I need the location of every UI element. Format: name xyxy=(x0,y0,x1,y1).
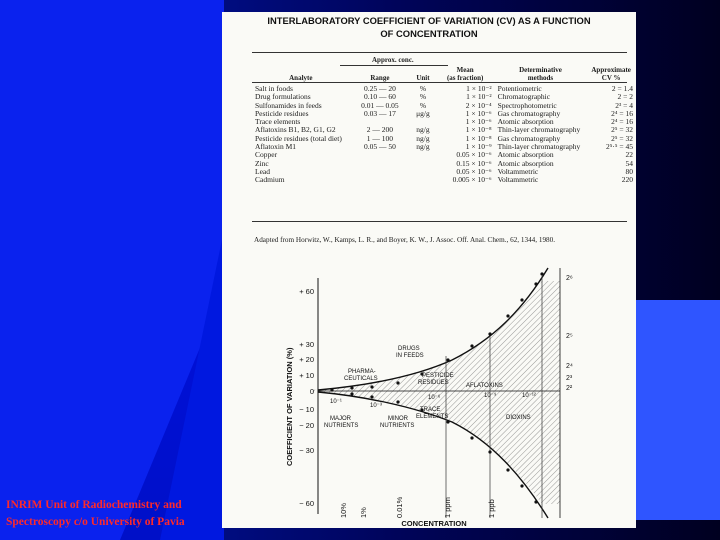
right-tick-2-2: 2² xyxy=(566,385,573,392)
x-tick-001pct: 0.01% xyxy=(395,496,404,518)
cell-range xyxy=(350,168,411,176)
anno-trace-2: ELEMENTS xyxy=(416,414,449,420)
y-tick-group xyxy=(299,287,314,508)
cell-range xyxy=(350,151,411,159)
cell-cv: 80 xyxy=(625,166,633,176)
right-tick-2-3: 2³ xyxy=(566,375,573,382)
cell-method: Gas chromatography xyxy=(497,133,561,143)
cv-funnel-chart xyxy=(222,256,636,528)
table-row xyxy=(252,110,636,118)
anno-drugs-2: IN FEEDS xyxy=(396,353,424,359)
anno-pow-12: 10⁻¹² xyxy=(522,393,536,399)
chart-point xyxy=(506,468,509,471)
cell-mean: 1 × 10⁻⁶ xyxy=(465,108,492,118)
cell-mean: 1 × 10⁻⁸ xyxy=(465,125,492,135)
right-tick-group xyxy=(566,275,573,392)
header-mean xyxy=(436,54,495,82)
cell-method: Potentiometric xyxy=(497,84,542,93)
anno-minor-1: MINOR xyxy=(388,416,408,422)
chart-point xyxy=(470,344,473,347)
anno-dioxins: DIOXINS xyxy=(506,415,531,421)
cell-unit xyxy=(410,168,436,176)
x-tick-1pct: 1% xyxy=(359,507,368,518)
y-tick-30: + 30 xyxy=(299,340,314,349)
cell-method: Thin-layer chromatography xyxy=(497,142,581,152)
header-cv-line2: CV % xyxy=(601,74,621,82)
chart-point xyxy=(488,450,491,453)
chart-point xyxy=(534,282,537,285)
anno-pow-9: 10⁻⁹ xyxy=(484,393,497,399)
chart-point xyxy=(446,358,449,361)
cv-table xyxy=(252,54,636,185)
anno-pharma-2: CEUTICALS xyxy=(344,376,378,382)
y-tick-60: + 60 xyxy=(299,287,314,296)
anno-pesticide-2: RESIDUES xyxy=(418,380,449,386)
cell-analyte: Salt in foods xyxy=(255,84,293,93)
cell-cv: 2 = 2 xyxy=(617,92,633,102)
y-tick-neg20: − 20 xyxy=(299,421,314,430)
y-tick-neg10: − 10 xyxy=(299,405,314,414)
cell-analyte: Pesticide residues (total diet) xyxy=(255,133,342,143)
chart-point xyxy=(506,314,509,317)
cell-cv: 220 xyxy=(621,175,633,185)
cell-unit xyxy=(410,160,436,168)
table-row xyxy=(252,151,636,159)
header-cv-line1: Approximate xyxy=(591,66,631,74)
anno-major-1: MAJOR xyxy=(330,416,351,422)
header-methods xyxy=(495,54,587,82)
table-bottom-rule xyxy=(252,221,627,222)
chart-point xyxy=(520,484,523,487)
chart-point xyxy=(396,381,399,384)
cell-method: Atomic absorption xyxy=(497,150,554,160)
cell-cv: 2⁴ = 16 xyxy=(611,117,633,127)
cell-unit: ng/g xyxy=(416,142,430,152)
cell-mean: 0.15 × 10⁻⁶ xyxy=(456,158,492,168)
header-cv xyxy=(586,54,636,82)
header-methods-line1: Determinative xyxy=(519,66,562,74)
anno-pharma-1: PHARMA- xyxy=(348,369,376,375)
document-title xyxy=(222,14,636,40)
chart-point xyxy=(520,298,523,301)
cell-unit: % xyxy=(419,92,427,102)
cell-unit: ng/g xyxy=(416,125,430,135)
y-axis-label: COEFFICIENT OF VARIATION (%) xyxy=(285,347,294,466)
cell-cv: 2⁵·⁵ = 45 xyxy=(606,142,633,152)
cell-analyte: Lead xyxy=(255,166,270,176)
title-line-1: INTERLABORATORY COEFFICIENT OF VARIATION (CV) AS A FUNCTION xyxy=(267,15,591,26)
cell-analyte: Cadmium xyxy=(255,175,285,185)
cell-unit: % xyxy=(419,100,427,110)
footer-line-1: INRIM Unit of Radiochemistry and xyxy=(6,499,182,511)
cell-mean: 0.005 × 10⁻⁶ xyxy=(452,175,492,185)
right-tick-2-6: 2⁶ xyxy=(566,275,573,282)
cell-mean: 2 × 10⁻⁴ xyxy=(465,100,492,110)
cell-range xyxy=(350,160,411,168)
title-line-2: OF CONCENTRATION xyxy=(380,28,478,39)
header-range: Range xyxy=(370,74,390,82)
cell-range: 0.05 — 50 xyxy=(363,142,396,152)
chart-point xyxy=(540,272,543,275)
cell-analyte: Drug formulations xyxy=(255,92,311,102)
slide-accent-panel xyxy=(636,300,720,520)
cell-analyte: Aflatoxins B1, B2, G1, G2 xyxy=(255,125,336,135)
cell-unit xyxy=(410,151,436,159)
footer-credit xyxy=(6,497,221,531)
anno-trace-1: TRACE xyxy=(420,407,441,413)
chart-point xyxy=(470,436,473,439)
cell-range: 0.10 — 60 xyxy=(363,92,396,102)
chart-point xyxy=(350,386,353,389)
cell-analyte: Zinc xyxy=(255,158,269,168)
cell-cv: 2³ = 4 xyxy=(615,100,633,110)
anno-pesticide-1: PESTICIDE xyxy=(422,373,454,379)
x-axis-label: CONCENTRATION xyxy=(401,519,467,528)
cell-unit: % xyxy=(419,84,427,93)
cell-method: Atomic absorption xyxy=(497,158,554,168)
x-tick-ppm: 1 ppm xyxy=(443,497,452,518)
cell-analyte: Copper xyxy=(255,150,278,160)
anno-pow-1: 10⁻¹ xyxy=(330,399,342,405)
table-top-rule xyxy=(252,52,627,53)
right-tick-2-5: 2⁵ xyxy=(566,333,573,340)
cell-cv: 2⁵ = 32 xyxy=(611,125,633,135)
cell-cv: 54 xyxy=(625,158,633,168)
cell-mean: 1 × 10⁻⁹ xyxy=(465,142,492,152)
y-tick-neg30: − 30 xyxy=(299,446,314,455)
scanned-document xyxy=(222,12,636,528)
table-row xyxy=(252,160,636,168)
chart-point xyxy=(370,385,373,388)
cell-method: Chromatographic xyxy=(497,92,551,102)
anno-drugs-1: DRUGS xyxy=(398,346,420,352)
cell-mean: 1 × 10⁻² xyxy=(466,92,492,102)
cell-analyte: Aflatoxin M1 xyxy=(255,142,297,152)
anno-aflatoxins: AFLATOXINS xyxy=(466,383,503,389)
cell-mean: 1 × 10⁻⁸ xyxy=(465,133,492,143)
cell-mean: 0.05 × 10⁻⁶ xyxy=(456,166,492,176)
cell-mean: 0.05 × 10⁻⁶ xyxy=(456,150,492,160)
cell-unit: μg/g xyxy=(416,108,430,118)
y-tick-10: + 10 xyxy=(299,371,314,380)
cell-mean: 1 × 10⁻² xyxy=(466,84,492,93)
table-row xyxy=(252,168,636,176)
cell-analyte: Trace elements xyxy=(255,117,301,127)
table-header-rule xyxy=(252,82,627,83)
chart-point xyxy=(534,500,537,503)
cell-cv: 2⁵ = 32 xyxy=(611,133,633,143)
cell-method: Spectrophotometric xyxy=(497,100,557,110)
cell-range: 0.01 — 0.05 xyxy=(361,100,399,110)
cell-range: 1 — 100 xyxy=(366,133,394,143)
chart-point xyxy=(370,395,373,398)
cell-range: 0.03 — 17 xyxy=(363,108,396,118)
chart-point xyxy=(488,332,491,335)
right-tick-2-4: 2⁴ xyxy=(566,363,573,370)
anno-pow-3: 10⁻³ xyxy=(370,403,382,409)
anno-minor-2: NUTRIENTS xyxy=(380,423,415,429)
header-mean-line1: Mean xyxy=(456,66,474,74)
y-tick-20: + 20 xyxy=(299,355,314,364)
cell-method: Gas chromatography xyxy=(497,108,561,118)
anno-major-2: NUTRIENTS xyxy=(324,423,359,429)
cell-analyte: Pesticide residues xyxy=(255,108,309,118)
approx-conc-header: Approx. conc. xyxy=(372,56,414,64)
table-row xyxy=(252,176,636,184)
chart-point xyxy=(396,400,399,403)
footer-line-2: Spectroscopy c/o University of Pavia xyxy=(6,516,185,528)
y-tick-neg60: − 60 xyxy=(299,499,314,508)
cell-range: 2 — 200 xyxy=(366,125,394,135)
cell-method: Atomic absorption xyxy=(497,117,554,127)
x-tick-group xyxy=(339,496,496,518)
cell-range: 0.25 — 20 xyxy=(363,84,396,93)
header-unit: Unit xyxy=(416,74,430,82)
cell-cv: 2 = 1.4 xyxy=(611,84,633,93)
cell-cv: 22 xyxy=(625,150,633,160)
header-mean-line2: (as fraction) xyxy=(446,74,484,82)
y-tick-0: 0 xyxy=(309,387,314,396)
x-tick-ppb: 1 ppb xyxy=(487,499,496,518)
cell-cv: 2⁴ = 16 xyxy=(611,108,633,118)
header-methods-line2: methods xyxy=(527,74,554,82)
chart-point xyxy=(446,420,449,423)
x-tick-10pct: 10% xyxy=(339,502,348,518)
header-analyte: Analyte xyxy=(289,74,313,82)
cell-range xyxy=(350,176,411,184)
cell-analyte: Sulfonamides in feeds xyxy=(255,100,322,110)
chart-point xyxy=(330,388,333,391)
cell-unit xyxy=(410,176,436,184)
table-row xyxy=(252,102,636,110)
cell-method: Voltammetric xyxy=(497,166,539,176)
cell-unit: ng/g xyxy=(416,133,430,143)
table-row xyxy=(252,143,636,151)
cell-method: Voltammetric xyxy=(497,175,539,185)
cell-method: Thin-layer chromatography xyxy=(497,125,581,135)
cell-mean: 1 × 10⁻⁶ xyxy=(465,117,492,127)
source-citation: Adapted from Horwitz, W., Kamps, L. R., and Boyer, K. W., J. Assoc. Off. Anal. Chem., 62, 1344, 1980. xyxy=(254,236,556,244)
chart-point xyxy=(350,392,353,395)
anno-pow-6: 10⁻⁶ xyxy=(428,395,441,401)
